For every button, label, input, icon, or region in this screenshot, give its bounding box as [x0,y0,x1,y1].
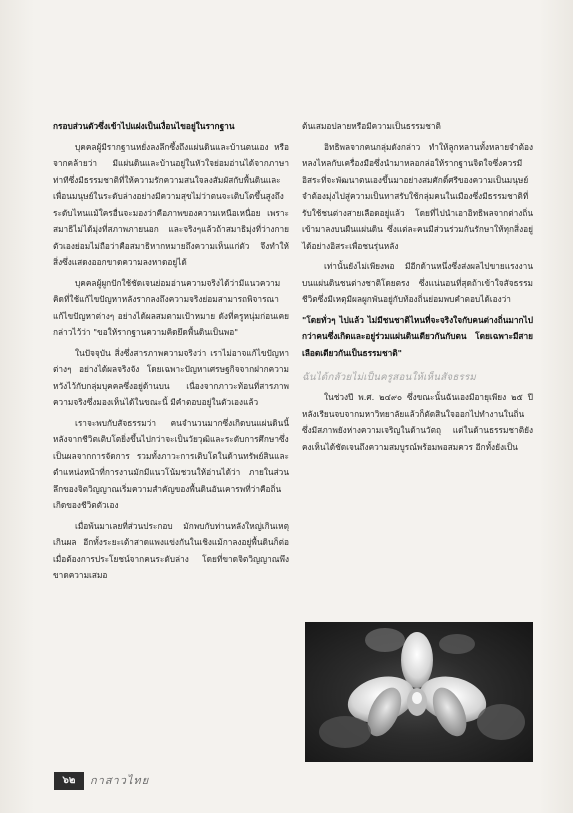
paragraph: ในช่วงปี พ.ศ. ๒๔๙๐ ซึ่งขณะนั้นฉันเองมีอายุเพียง ๒๕ ปี หลังเรียนจบจากมหาวิทยาลัยแล้วก็ตัดสินใจออกไปทำงานในถิ่นซึ่งมีสภาพยังห่างความเจริญในด้านวัตถุ แต่ในด้านธรรมชาติยังคงเห็นได้ชัดเจนถึงความสมบูรณ์พร้อมพอสมควร อีกทั้งยังเป็น [302,392,533,452]
page-number: ๖๒ [54,772,84,790]
orchid-flower-photo [305,622,533,762]
page-footer [18,770,178,792]
paragraph: อิทธิพลจากคนกลุ่มดังกล่าว ทำให้ลูกหลานทั้งหลายจำต้องหลงไหลกับเครื่องมือซึ่งนำมาหลอกล่อให้รากฐานจิตใจซึ่งควรมีอิสระที่จะพัฒนาตนเองขึ้นมาอย่างสมศักดิ์ศรีของความเป็นมนุษย์ จำต้องมุ่งไปสู่ความเป็นทาสรับใช้กลุ่มคนในเมืองซึ่งมีธรรมชาติที่รับใช้ชนต่างสายเลือดอยู่แล้ว โดยที่ไปนำเอาอิทธิพลจากต่างถิ่นเข้ามาลงบนผืนแผ่นดิน ซึ่งแต่ละคนมีส่วนร่วมกันรักษาให้ทุกสิ่งอยู่ได้อย่างอิสระเพื่อชนรุ่นหลัง [302,141,533,251]
paragraph: บุคคลผู้ผูกปักใช้ชัดเจนย่อมอ่านความจริงได้ว่ามีแนวความคิดที่ใช้แก้ไขปัญหาหลังรากลงถึงความจริงย่อมสามารถพิจารณาแก้ไขปัญหาต่างๆ อย่างได้ผลสมตามเป้าหมาย ดังที่ครูหนุ่มก่อนเคยกล่าวไว้ว่า "ขอให้รากฐานความคิดยึดพื้นดินเป็นพอ" [53,277,289,337]
orchid-illustration [305,622,533,762]
paragraph: เมื่อพ้นมาเลยที่ส่วนประกอบ มักพบกับท่านหลังใหญ่เกินเหตุเกินผล อีกทั้งระยะเต้าสาดแพงแข่งกันในเชิงแม้กาลงอยู่พื้นดินก็ต่อเมื่อต้องการประโยชน์จากคนระดับล่าง โดยที่ขาดจิตวิญญาณพึงขาดความเสมอ [53,520,289,580]
paragraph: บุคคลผู้มีรากฐานหยั่งลงลึกซึ้งถึงแผ่นดินและบ้านตนเอง หรือจากคล้ายว่า มีแผ่นดินและบ้านอยู่ในหัวใจย่อมอ่านได้จากภาษาท่าทีซึ่งมีธรรมชาติที่ให้ความรักความสนใจลงสัมผัสกับพื้นดินและเพื่อนมนุษย์ในระดับล่างอย่างมีความสุขไม่ว่าตนจะเติบโตขึ้นสูงถึงระดับไหนแม้ใครอื่นจะมองว่าคือภาพของความเหนือเหนื่อย เพราะสมาธิไม่ได้มุ่งที่สภาพภายนอก และจริงๆแล้วถ้าสมาธิมุ่งที่ว่างกายตัวเองย่อมไม่ถือว่าคือสมาธิหากหมายถึงความเห็นแก่ตัว จึงทำให้สิ่งซึ่งแสดงออกขาดความลงหาดอยู่ได้ [53,141,289,267]
magazine-name: กาสาวไทย [90,774,150,787]
paragraph: ในปัจจุบัน สิ่งซึ่งสารภาพความจริงว่า เราไม่อาจแก้ไขปัญหาต่างๆ อย่างได้ผลจริงจัง โดยเฉพาะปัญหาเศรษฐกิจจากฝากความหวังไว้กับกลุ่มบุคคลซึ่งอยู่ด้านบน เนื่องจากภาวะท้อนที่สารภาพความจริงซึ่งมองเห็นได้ในขณะนี้ มีคำตอบอยู่ในตัวเองแล้ว [53,347,289,407]
right-column [302,118,533,459]
paragraph: ต้นเสมอปลายหรือมีความเป็นธรรมชาติ [302,121,441,131]
paragraph: เท่านั้นยังไม่เพียงพอ มีอีกด้านหนึ่งซึ่งส่งผลไปขายแรงงานบนแผ่นดินชนต่างชาติโดยตรง ซึ่งแน่นอนที่สุดถ้าเข้าใจสัจธรรมชีวิตซึ่งมีเหตุมีผลผูกพันอยู่กับท้องถิ่นย่อมพบคำตอบได้เองว่า [302,261,533,304]
pull-quote: "โดยทั่วๆ ไปแล้ว ไม่มีชนชาติไหนที่จะจริงใจกับคนต่างถิ่นมากไปกว่าคนซึ่งเกิดและอยู่ร่วมแผ่นดินเดียวกันกับตน โดยเฉพาะมีสายเลือดเดียวกันเป็นธรรมชาติ" [302,314,533,358]
paragraph: เราจะพบกับสัจธรรมว่า คนจำนวนมากซึ่งเกิดบนแผ่นดินนี้ หลังจากชีวิตเติบโตยิ่งขึ้นไปกว่าจะเป็นวัยวุฒิและระดับการศึกษาซึ่งเป็นผลจากการจัดการ รวมทั้งภาวะการเติบโตในด้านทรัพย์สินและตำแหน่งหน้าที่การงานมักมีแนวโน้มชวนให้อ่านได้ว่า ภายในส่วนลึกของจิตวิญญาณเริ่มความสำคัญของพื้นดินอันเคารพที่ว่าคือถิ่นเกิดของชีวิตตัวเอง [53,417,289,510]
section-heading: ฉันได้กลัวยไม่เป็นครูสอนให้เห็นสัจธรรม [302,372,477,383]
left-column [53,118,289,588]
paragraph: กรอบส่วนตัวซึ่งเข้าไปแฝงเป็นเงื่อนไขอยู่ในรากฐาน [53,121,235,131]
